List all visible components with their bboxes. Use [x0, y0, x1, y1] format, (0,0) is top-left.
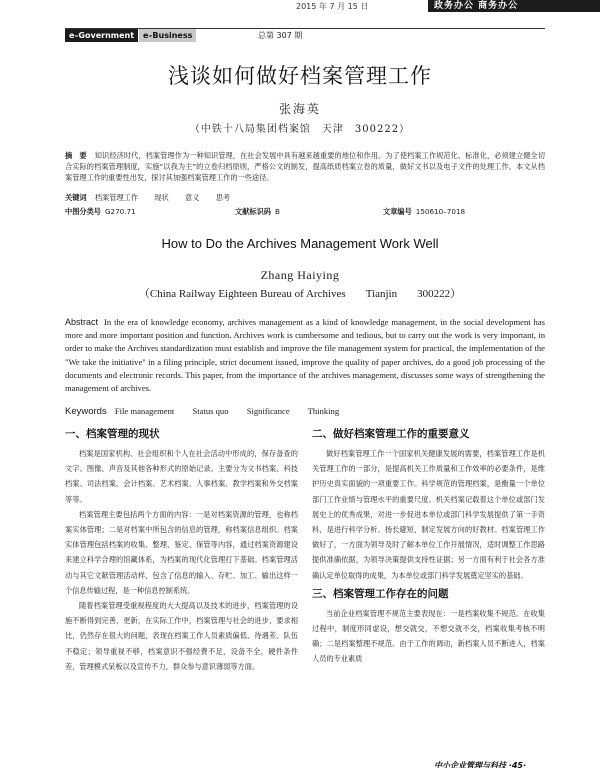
keyword-cn: 思考 — [215, 193, 231, 202]
section-1-heading: 一、档案管理的现状 — [65, 428, 160, 440]
body-column-left — [65, 426, 298, 674]
keyword-cn: 现状 — [154, 193, 169, 202]
author-affiliation-cn: （中铁十八局集团档案馆 天津 300222） — [189, 124, 411, 135]
issue-number: 总第 307 期 — [258, 31, 303, 40]
author-name-cn: 张海英 — [278, 102, 321, 116]
body-column-right — [312, 426, 545, 667]
abstract-cn — [65, 150, 545, 183]
section-2-heading: 二、做好档案管理工作的重要意义 — [312, 428, 470, 440]
document-code-value: B — [274, 207, 280, 216]
keyword-cn: 意义 — [185, 193, 200, 202]
author-affiliation-en — [0, 285, 600, 301]
page-header-bar — [0, 14, 600, 40]
keywords-cn — [65, 193, 545, 203]
keyword-en: Thinking — [307, 406, 340, 416]
abstract-cn-text: 知识经济时代，档案管理作为一种知识管理，在社会发展中具有越来越重要的地位和作用。为了使档案工作规范化、标准化，必须建立健全切合实际的档案管理制度，实施“以我为主”的立卷归档原则，严格公文的制发，提高纸质档案立卷的质量，做好文书以及电子文件的处理工作。本文从档案管理工作的重要性出发，探讨其加强档案管理工作的一些途径。 — [65, 151, 545, 182]
abstract-cn-label: 摘 要 — [65, 151, 87, 160]
clc-number — [65, 207, 136, 217]
document-code — [235, 207, 280, 217]
page-header-top — [0, 0, 600, 12]
issue-date: 2015 年 7 月 15 日 — [296, 2, 369, 11]
document-code-label: 文献标识码 — [235, 207, 271, 216]
keyword-en: Status quo — [192, 406, 229, 416]
author-name-en: Zhang Haiying — [260, 268, 340, 282]
keywords-en-label: Keywords — [65, 406, 107, 417]
article-number-value: 150610–7018 — [415, 207, 466, 216]
keyword-en: File management — [114, 406, 175, 416]
section-banner: 政务办公 商务办公 — [428, 0, 600, 12]
section-3-paragraph: 当前企业档案管理不规范主要表现在：一是档案收集不规范。在收集过程中，制度形同虚设，想交就交，不想交就不交，档案收集考核不明确；二是档案整理不规范。由于工作的调动，新档案人员不断进入，档案人员的专业素质 — [312, 608, 545, 664]
e-government-tag: e–Government — [65, 29, 138, 42]
keyword-en: Significance — [246, 406, 290, 416]
section-1-paragraph: 随着档案管理受重视程度的大大提高以及技术的进步，档案管理的设施不断得到完善、更新，在实际工作中，档案管理与社会的进步、要求相比，仍然存在很大的问题，表现在档案工作人员素质偏低、待遇差、队伍不稳定；领导重视不够，档案意识不强经费不足，设备不全，硬件条件差，管理模式呆板以及宣传不力，群众参与意识薄弱等方面。 — [65, 601, 298, 671]
affiliation-org-en: （China Railway Eighteen Bureau of Archives — [138, 288, 346, 300]
keywords-cn-label: 关键词 — [65, 193, 87, 202]
affiliation-zip-en: 300222） — [417, 288, 462, 300]
article-title-en: How to Do the Archives Management Work Well — [161, 236, 439, 251]
section-3-heading: 三、档案管理工作存在的问题 — [312, 587, 449, 600]
keywords-en — [65, 406, 545, 417]
clc-label: 中图分类号 — [65, 207, 101, 216]
page-footer: 中小企业管理与科技 ·45· — [434, 761, 526, 768]
section-2-paragraph: 做好档案管理工作一个国家机关健康发展的需要，档案管理工作是机关管理工作的一部分，是提高机关工作质量和工作效率的必要条件，是维护历史真实面貌的一项重要工作。科学规范的管理档案，是衡量一个单位部门工作业绩与管理水平的重要尺度。机关档案记载着这个单位或部门发展史上的优秀成果，对进一步促进本单位或部门科学发展提供了第一手资料，是进行科学分析、扬长避短，制定发展方向的好教材。档案管理工作做好了，一方面为领导及时了解本单位工作开展情况，适时调整工作思路提供准确依据，为领导决策提供支持性证据；另一方面有利于社会各方准确认定单位取得的成果，为本单位或部门科学发展奠定坚实的基础。 — [312, 449, 545, 580]
header-divider — [65, 28, 545, 29]
affiliation-city-en: Tianjin — [365, 288, 398, 300]
section-1-paragraph: 档案是国家机构、社会组织和个人在社会活动中形成的，保存备查的文字、图像、声音及其他各种形式的原始记录。主要分为文书档案、科技档案、司法档案、会计档案、艺术档案、人事档案、教学档案和外交档案等等。 — [65, 449, 298, 504]
clc-value: G270.71 — [104, 207, 136, 216]
article-title-cn: 浅谈如何做好档案管理工作 — [168, 64, 432, 88]
e-business-tag: e–Business — [139, 29, 196, 42]
abstract-en-text: In the era of knowledge economy, archives management as a kind of knowledge management, in the social development has more and more important position and function. Archives work is cumbersome and tedious, but to carry out the work is very important, in order to make the Archives standardization must establish and improve the file management system for practical, the implementation of the "We take the initiative" in a filing principle, strict document issued, improve the quality of paper archives, do a good job processing of the documents and electronic records. This paper, from the importance of the archives management, discusses some ways of strengthening the management of archives. — [65, 317, 545, 394]
section-1-paragraph: 档案管理主要包括两个方面的内容：一是对档案资源的管理，也称档案实体管理；二是对档案中所包含的信息的管理，称档案信息组织。档案实体管理包括档案的收集、整理、鉴定、保管等内容，通过档案资源建设来建立科学合理的馆藏体系，为档案的现代化管理打下基础。档案管理活动与其它文献管理活动样，包含了信息的输入、存贮、加工、输出这样一个信息传输过程，是一种信息控制系统。 — [65, 509, 298, 595]
abstract-en-label: Abstract — [65, 317, 99, 327]
article-number-label: 文章编号 — [383, 207, 412, 216]
keyword-cn: 档案管理工作 — [94, 193, 139, 202]
abstract-en — [65, 316, 545, 395]
article-number — [383, 207, 465, 217]
